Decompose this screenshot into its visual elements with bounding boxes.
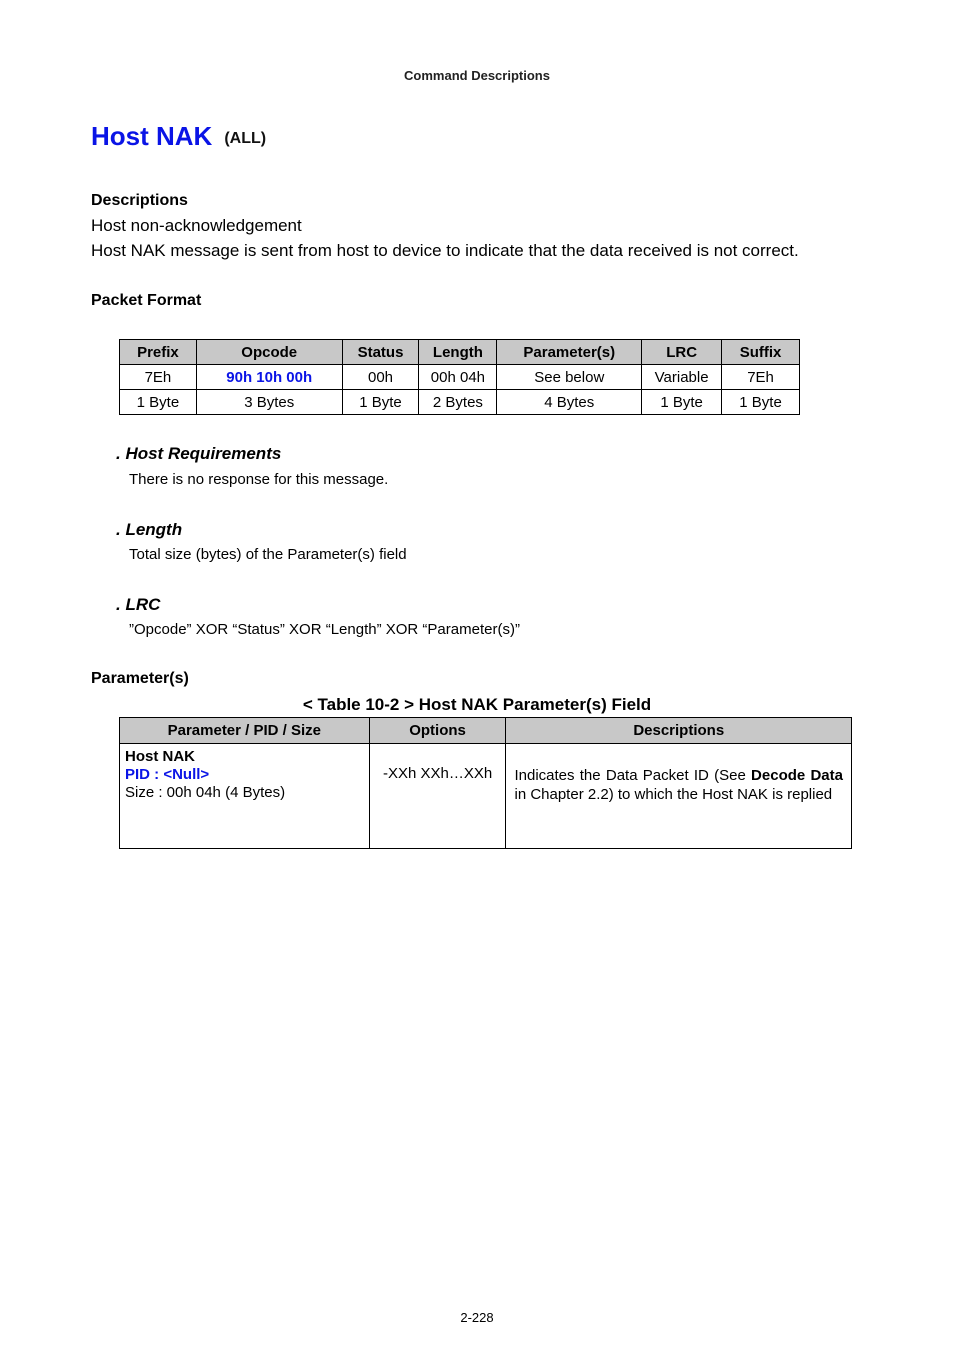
packet-size-cell: 1 Byte <box>342 390 419 415</box>
descriptions-heading: Descriptions <box>91 192 188 209</box>
packet-header-cell: Parameter(s) <box>497 340 642 365</box>
running-head: Command Descriptions <box>404 68 550 83</box>
param-name: Host NAK <box>125 748 195 765</box>
packet-value-cell: 7Eh <box>120 365 197 390</box>
packet-header-cell: Status <box>342 340 419 365</box>
packet-size-cell: 2 Bytes <box>419 390 497 415</box>
packet-size-cell: 3 Bytes <box>196 390 342 415</box>
parameters-heading: Parameter(s) <box>91 670 189 687</box>
packet-value-row <box>120 365 800 390</box>
length-heading: . Length <box>116 520 183 539</box>
params-header-cell: Parameter / PID / Size <box>120 718 370 744</box>
packet-header-row <box>120 340 800 365</box>
params-header-cell: Options <box>369 718 506 744</box>
param-description-cell <box>506 744 852 849</box>
parameters-table <box>119 717 852 849</box>
packet-header-cell: Suffix <box>722 340 800 365</box>
packet-size-cell: 4 Bytes <box>497 390 642 415</box>
desc-bold: Decode Data <box>751 767 843 784</box>
param-size: Size : 00h 04h (4 Bytes) <box>125 784 286 801</box>
length-text: Total size (bytes) of the Parameter(s) field <box>129 546 407 563</box>
packet-header-cell: LRC <box>642 340 722 365</box>
packet-header-cell: Prefix <box>120 340 197 365</box>
host-requirements-heading: . Host Requirements <box>116 444 282 463</box>
params-row <box>120 744 852 849</box>
packet-header-cell: Opcode <box>196 340 342 365</box>
packet-size-row <box>120 390 800 415</box>
page-number: 2-228 <box>460 1310 494 1325</box>
packet-format-table <box>119 339 800 415</box>
table-caption: < Table 10-2 > Host NAK Parameter(s) Field <box>302 695 652 714</box>
packet-opcode-cell: 90h 10h 00h <box>196 365 342 390</box>
descriptions-line2: Host NAK message is sent from host to device to indicate that the data received is not correct. <box>91 241 799 260</box>
packet-value-cell: See below <box>497 365 642 390</box>
params-header-cell: Descriptions <box>506 718 852 744</box>
title-text: Host NAK <box>91 121 213 151</box>
packet-value-cell: Variable <box>642 365 722 390</box>
param-pid: PID : <Null> <box>125 766 210 783</box>
packet-size-cell: 1 Byte <box>642 390 722 415</box>
packet-value-cell: 00h <box>342 365 419 390</box>
lrc-text: ”Opcode” XOR “Status” XOR “Length” XOR “Parameter(s)” <box>129 621 520 638</box>
packet-value-cell: 00h 04h <box>419 365 497 390</box>
page-title <box>91 121 266 152</box>
desc-post: in Chapter 2.2) to which the Host NAK is replied <box>514 786 833 803</box>
host-requirements-text: There is no response for this message. <box>129 471 389 488</box>
params-header-row <box>120 718 852 744</box>
packet-format-heading: Packet Format <box>91 292 202 309</box>
title-tag: (ALL) <box>224 130 267 147</box>
packet-size-cell: 1 Byte <box>120 390 197 415</box>
lrc-heading: . LRC <box>116 595 161 614</box>
param-options-cell: -XXh XXh…XXh <box>369 744 506 849</box>
param-name-cell <box>120 744 370 849</box>
desc-pre: Indicates the Data Packet ID (See <box>514 767 752 784</box>
packet-size-cell: 1 Byte <box>722 390 800 415</box>
packet-value-cell: 7Eh <box>722 365 800 390</box>
packet-header-cell: Length <box>419 340 497 365</box>
descriptions-line1: Host non-acknowledgement <box>91 216 302 235</box>
